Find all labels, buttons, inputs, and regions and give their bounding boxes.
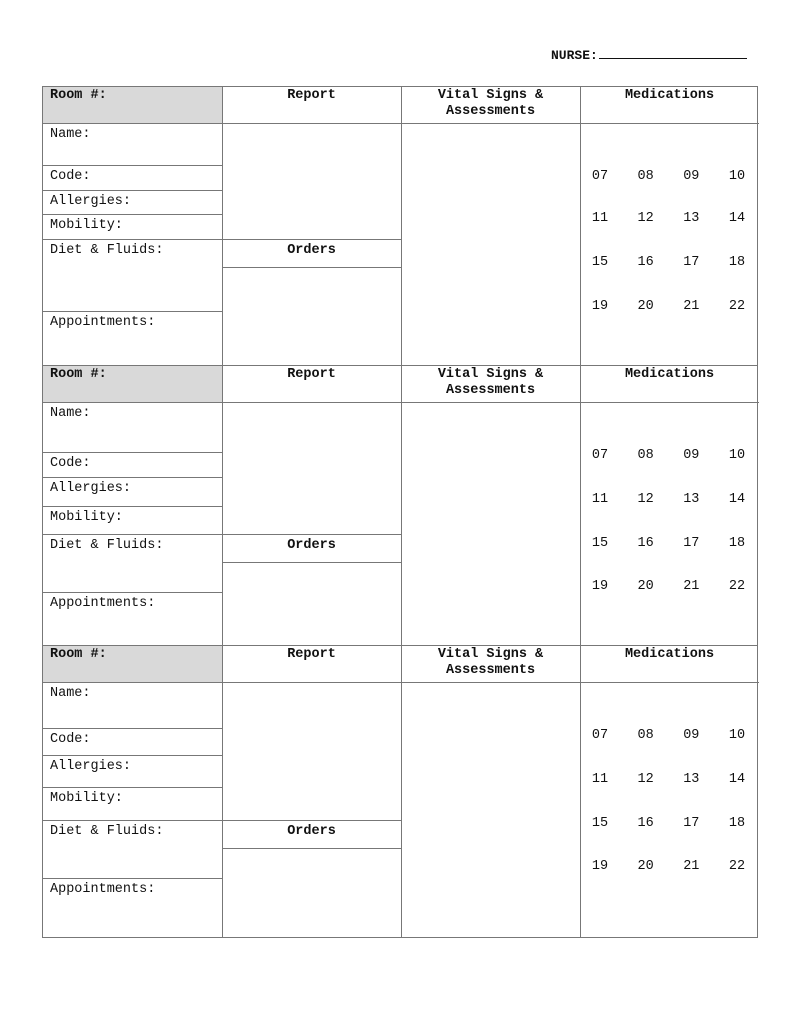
row-divider	[43, 452, 222, 453]
appointments-field[interactable]: Appointments:	[50, 882, 156, 897]
vital-signs-header: Vital Signs & Assessments	[437, 367, 544, 398]
orders-header: Orders	[287, 824, 336, 839]
medication-hour[interactable]: 17	[683, 255, 700, 270]
medication-hour[interactable]: 11	[591, 492, 609, 507]
patient-name-field[interactable]: Name:	[50, 686, 91, 701]
report-header: Report	[287, 367, 336, 382]
medication-hour[interactable]: 07	[591, 169, 609, 184]
medication-hour-row	[581, 579, 759, 594]
nurse-label: NURSE:	[551, 48, 598, 63]
row-divider	[43, 165, 222, 166]
row-divider	[43, 214, 222, 215]
allergies-field[interactable]: Allergies:	[50, 481, 132, 496]
appointments-field[interactable]: Appointments:	[50, 315, 156, 330]
medication-hour[interactable]: 16	[637, 536, 654, 551]
medication-hour-row	[581, 536, 759, 551]
medication-hour[interactable]: 21	[683, 579, 700, 594]
medication-hour-row	[581, 492, 759, 507]
diet-fluids-field[interactable]: Diet & Fluids:	[50, 243, 164, 258]
vital-signs-area[interactable]	[401, 123, 580, 367]
row-divider	[43, 878, 222, 879]
room-number-field[interactable]: Room #:	[43, 646, 222, 682]
medication-hour[interactable]: 10	[728, 448, 746, 463]
medication-hour[interactable]: 16	[637, 255, 654, 270]
code-status-field[interactable]: Code:	[50, 456, 91, 471]
room-block	[42, 366, 758, 646]
row-divider	[43, 755, 222, 756]
row-divider	[43, 311, 222, 312]
medication-hour[interactable]: 22	[728, 579, 746, 594]
medication-hour[interactable]: 20	[637, 299, 654, 314]
code-status-field[interactable]: Code:	[50, 169, 91, 184]
row-divider	[43, 592, 222, 593]
medication-hour-row	[581, 169, 759, 184]
report-header: Report	[287, 88, 336, 103]
medication-hour[interactable]: 07	[591, 448, 609, 463]
vital-signs-header: Vital Signs & Assessments	[437, 88, 544, 119]
report-area[interactable]	[222, 402, 401, 534]
medication-hour[interactable]: 10	[728, 728, 746, 743]
medication-hour[interactable]: 14	[728, 211, 746, 226]
medication-hour[interactable]: 15	[591, 816, 609, 831]
row-divider	[43, 239, 401, 240]
medication-hour[interactable]: 18	[728, 816, 746, 831]
medication-hour[interactable]: 12	[637, 211, 654, 226]
report-header: Report	[287, 647, 336, 662]
code-status-field[interactable]: Code:	[50, 732, 91, 747]
medications-header: Medications	[624, 647, 715, 662]
patient-name-field[interactable]: Name:	[50, 406, 91, 421]
medication-hour[interactable]: 20	[637, 859, 654, 874]
medication-hour[interactable]: 11	[591, 211, 609, 226]
medication-hour[interactable]: 17	[683, 536, 700, 551]
room-block	[42, 646, 758, 938]
medication-hour[interactable]: 12	[637, 492, 654, 507]
room-number-field[interactable]: Room #:	[43, 87, 222, 123]
diet-fluids-field[interactable]: Diet & Fluids:	[50, 538, 164, 553]
medication-hour[interactable]: 18	[728, 536, 746, 551]
medication-hour[interactable]: 21	[683, 859, 700, 874]
allergies-field[interactable]: Allergies:	[50, 194, 132, 209]
medication-hour-row	[581, 448, 759, 463]
row-divider	[43, 728, 222, 729]
medication-hour[interactable]: 17	[683, 816, 700, 831]
mobility-field[interactable]: Mobility:	[50, 510, 123, 525]
medication-hour[interactable]: 11	[591, 772, 609, 787]
medication-hour[interactable]: 10	[728, 169, 746, 184]
medication-hour[interactable]: 09	[683, 169, 700, 184]
medication-hour[interactable]: 19	[591, 299, 609, 314]
row-divider	[43, 787, 222, 788]
orders-header: Orders	[287, 538, 336, 553]
medication-hour[interactable]: 07	[591, 728, 609, 743]
medication-hour[interactable]: 15	[591, 536, 609, 551]
allergies-field[interactable]: Allergies:	[50, 759, 132, 774]
vital-signs-area[interactable]	[401, 682, 580, 938]
medication-hour[interactable]: 12	[637, 772, 654, 787]
medication-hour[interactable]: 22	[728, 299, 746, 314]
vital-signs-area[interactable]	[401, 402, 580, 646]
row-divider	[43, 477, 222, 478]
row-divider	[43, 534, 401, 535]
medication-hour-row	[581, 255, 759, 270]
medication-hour-row	[581, 859, 759, 874]
report-area[interactable]	[222, 682, 401, 820]
medication-hour[interactable]: 09	[683, 448, 700, 463]
medication-hour-row	[581, 728, 759, 743]
vital-signs-header: Vital Signs & Assessments	[437, 647, 544, 678]
medication-hour[interactable]: 14	[728, 772, 746, 787]
medication-hour[interactable]: 13	[683, 492, 700, 507]
row-divider	[43, 820, 401, 821]
nurse-field[interactable]	[551, 46, 747, 63]
room-block	[42, 86, 758, 366]
medication-hour[interactable]: 22	[728, 859, 746, 874]
medication-hour-row	[581, 211, 759, 226]
column-divider	[580, 87, 581, 365]
diet-fluids-field[interactable]: Diet & Fluids:	[50, 824, 164, 839]
nurse-signature-line[interactable]	[599, 46, 747, 59]
medication-hour[interactable]: 13	[683, 211, 700, 226]
medication-hour[interactable]: 09	[683, 728, 700, 743]
row-divider	[43, 506, 222, 507]
room-number-field[interactable]: Room #:	[43, 366, 222, 402]
medication-hour[interactable]: 08	[637, 728, 654, 743]
patient-name-field[interactable]: Name:	[50, 127, 91, 142]
patient-sheet	[42, 86, 758, 938]
appointments-field[interactable]: Appointments:	[50, 596, 156, 611]
orders-area[interactable]	[222, 848, 401, 938]
column-divider	[580, 646, 581, 937]
mobility-field[interactable]: Mobility:	[50, 218, 123, 233]
medication-hour[interactable]: 08	[637, 448, 654, 463]
mobility-field[interactable]: Mobility:	[50, 791, 123, 806]
medication-hour[interactable]: 08	[637, 169, 654, 184]
medication-hour-row	[581, 816, 759, 831]
medication-hour[interactable]: 21	[683, 299, 700, 314]
medication-hour[interactable]: 19	[591, 859, 609, 874]
medication-hour[interactable]: 20	[637, 579, 654, 594]
medication-hour-row	[581, 299, 759, 314]
medication-hour-row	[581, 772, 759, 787]
medication-hour[interactable]: 18	[728, 255, 746, 270]
row-divider	[43, 190, 222, 191]
medication-hour[interactable]: 16	[637, 816, 654, 831]
orders-area[interactable]	[222, 562, 401, 646]
medication-hour[interactable]: 13	[683, 772, 700, 787]
medication-hour[interactable]: 14	[728, 492, 746, 507]
medication-hour[interactable]: 19	[591, 579, 609, 594]
orders-header: Orders	[287, 243, 336, 258]
medications-header: Medications	[624, 367, 715, 382]
medication-hour[interactable]: 15	[591, 255, 609, 270]
orders-area[interactable]	[222, 267, 401, 367]
report-area[interactable]	[222, 123, 401, 239]
medications-header: Medications	[624, 88, 715, 103]
